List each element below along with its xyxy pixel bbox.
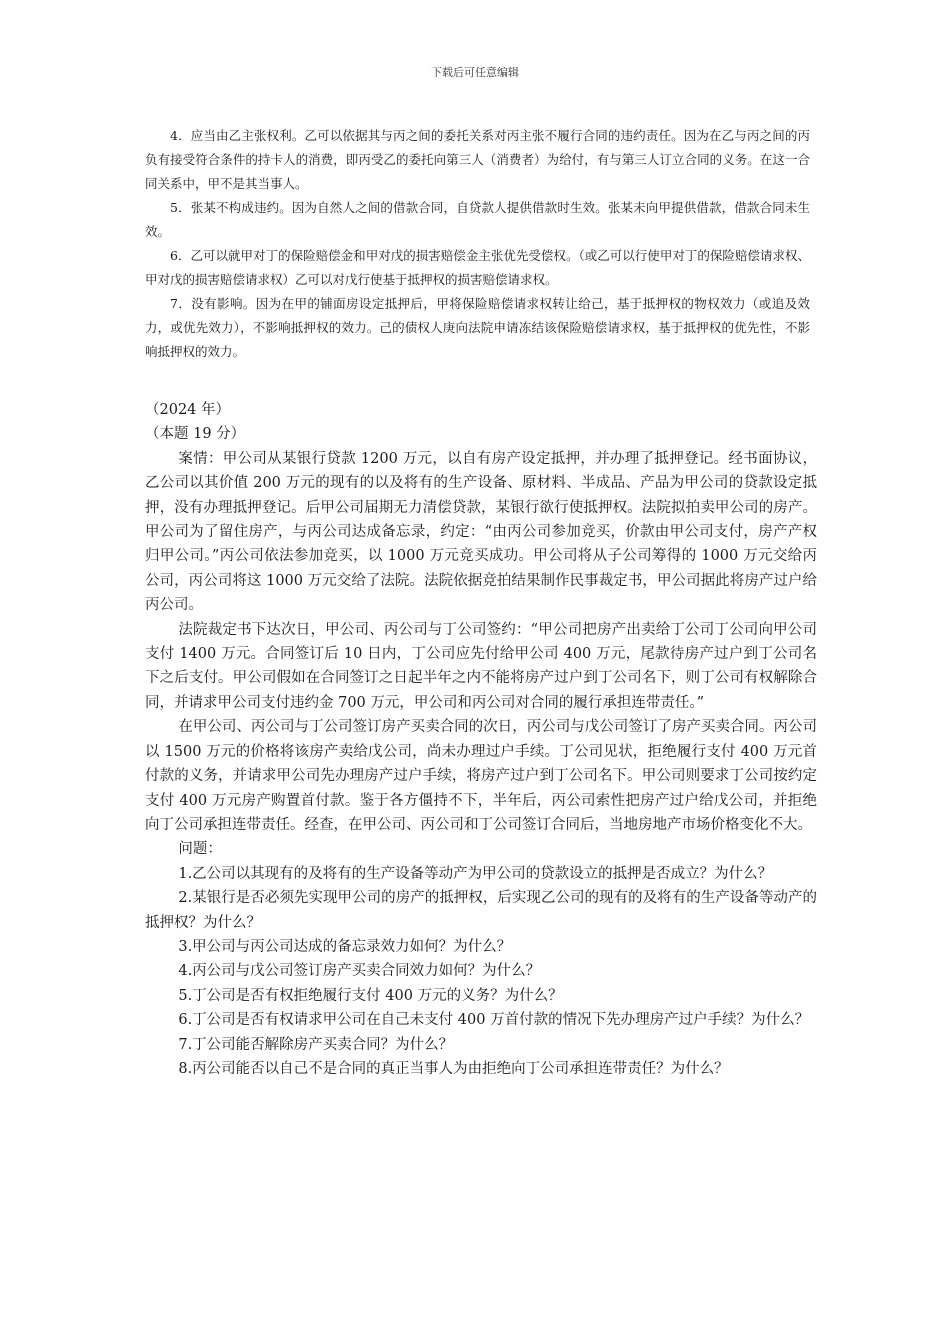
case-paragraph: 在甲公司、丙公司与丁公司签订房产买卖合同的次日，丙公司与戊公司签订了房产买卖合同。丙公司以 1500 万元的价格将该房产卖给戊公司，尚未办理过户手续。丁公司见状，拒绝履行支付 400 万元首付款的义务，并请求甲公司先办理房产过户手续，将房产过户到丁公司名下。甲公司则要求丁公司按约定支付 400 万元房产购置首付款。鉴于各方僵持不下，半年后，丙公司索性把房产过户给戊公司，并拒绝向丁公司承担连带责任。经查，在甲公司、丙公司和丁公司签订合同后，当地房地产市场价格变化不大。 — [145, 719, 817, 833]
answer-paragraph: 5．张某不构成违约。因为自然人之间的借款合同，自贷款人提供借款时生效。张某未向甲提供借款，借款合同未生效。 — [145, 200, 810, 239]
answers-section — [145, 124, 810, 364]
question-item: 8.丙公司能否以自己不是合同的真正当事人为由拒绝向丁公司承担连带责任？为什么？ — [178, 1060, 729, 1077]
question-item: 2.某银行是否必须先实现甲公司的房产的抵押权，后实现乙公司的现有的及将有的生产设备等动产的抵押权？为什么？ — [145, 890, 817, 931]
question-item: 4.丙公司与戊公司签订房产买卖合同效力如何？为什么？ — [178, 963, 541, 980]
answer-paragraph: 6．乙可以就甲对丁的保险赔偿金和甲对戊的损害赔偿金主张优先受偿权。（或乙可以行使甲对丁的保险赔偿请求权、甲对戊的损害赔偿请求权）乙可以对戊行使基于抵押权的损害赔偿请求权。 — [145, 248, 810, 287]
case-points: （本题 19 分） — [145, 426, 246, 443]
case-section — [145, 398, 817, 1081]
question-item: 5.丁公司是否有权拒绝履行支付 400 万元的义务？为什么？ — [178, 987, 563, 1004]
question-item: 7.丁公司能否解除房产买卖合同？为什么？ — [178, 1036, 454, 1053]
questions-label: 问题： — [178, 841, 222, 858]
question-item: 6.丁公司是否有权请求甲公司在自己未支付 400 万首付款的情况下先办理房产过户手续？为什么？ — [178, 1012, 810, 1029]
question-item: 3.甲公司与丙公司达成的备忘录效力如何？为什么？ — [178, 938, 512, 955]
answer-paragraph: 7．没有影响。因为在甲的铺面房设定抵押后，甲将保险赔偿请求权转让给己，基于抵押权的物权效力（或追及效力，或优先效力），不影响抵押权的效力。己的债权人庚向法院申请冻结该保险赔偿请求权，基于抵押权的优先性，不影响抵押权的效力。 — [145, 296, 810, 359]
answer-paragraph: 4．应当由乙主张权利。乙可以依据其与丙之间的委托关系对丙主张不履行合同的违约责任。因为在乙与丙之间的丙负有接受符合条件的持卡人的消费，即丙受乙的委托向第三人（消费者）为给付，有与第三人订立合同的义务。在这一合同关系中，甲不是其当事人。 — [145, 128, 810, 191]
page-header: 下载后可任意编辑 — [431, 66, 519, 79]
case-paragraph: 案情：甲公司从某银行贷款 1200 万元，以自有房产设定抵押，并办理了抵押登记。经书面协议，乙公司以其价值 200 万元的现有的以及将有的生产设备、原材料、半成品、产品为甲公司的贷款设定抵押，没有办理抵押登记。后甲公司届期无力清偿贷款，某银行欲行使抵押权。法院拟拍卖甲公司的房产。甲公司为了留住房产，与丙公司达成备忘录，约定：“由丙公司参加竞买，价款由甲公司支付，房产产权归甲公司。”丙公司依法参加竞买，以 1000 万元竞买成功。甲公司将从子公司筹得的 1000 万元交给丙公司，丙公司将这 1000 万元交给了法院。法院依据竞拍结果制作民事裁定书，甲公司据此将房产过户给丙公司。 — [145, 450, 817, 614]
case-year: （2024 年） — [145, 402, 231, 418]
case-paragraph: 法院裁定书下达次日，甲公司、丙公司与丁公司签约：“甲公司把房产出卖给丁公司丁公司向甲公司支付 1400 万元。合同签订后 10 日内，丁公司应先付给甲公司 400 万元，尾款待房产过户到丁公司名下之后支付。甲公司假如在合同签订之日起半年之内不能将房产过户到丁公司名下，则丁公司有权解除合同，并请求甲公司支付违约金 700 万元，甲公司和丙公司对合同的履行承担连带责任。” — [145, 621, 817, 711]
question-item: 1.乙公司以其现有的及将有的生产设备等动产为甲公司的贷款设立的抵押是否成立？为什么？ — [178, 865, 773, 882]
